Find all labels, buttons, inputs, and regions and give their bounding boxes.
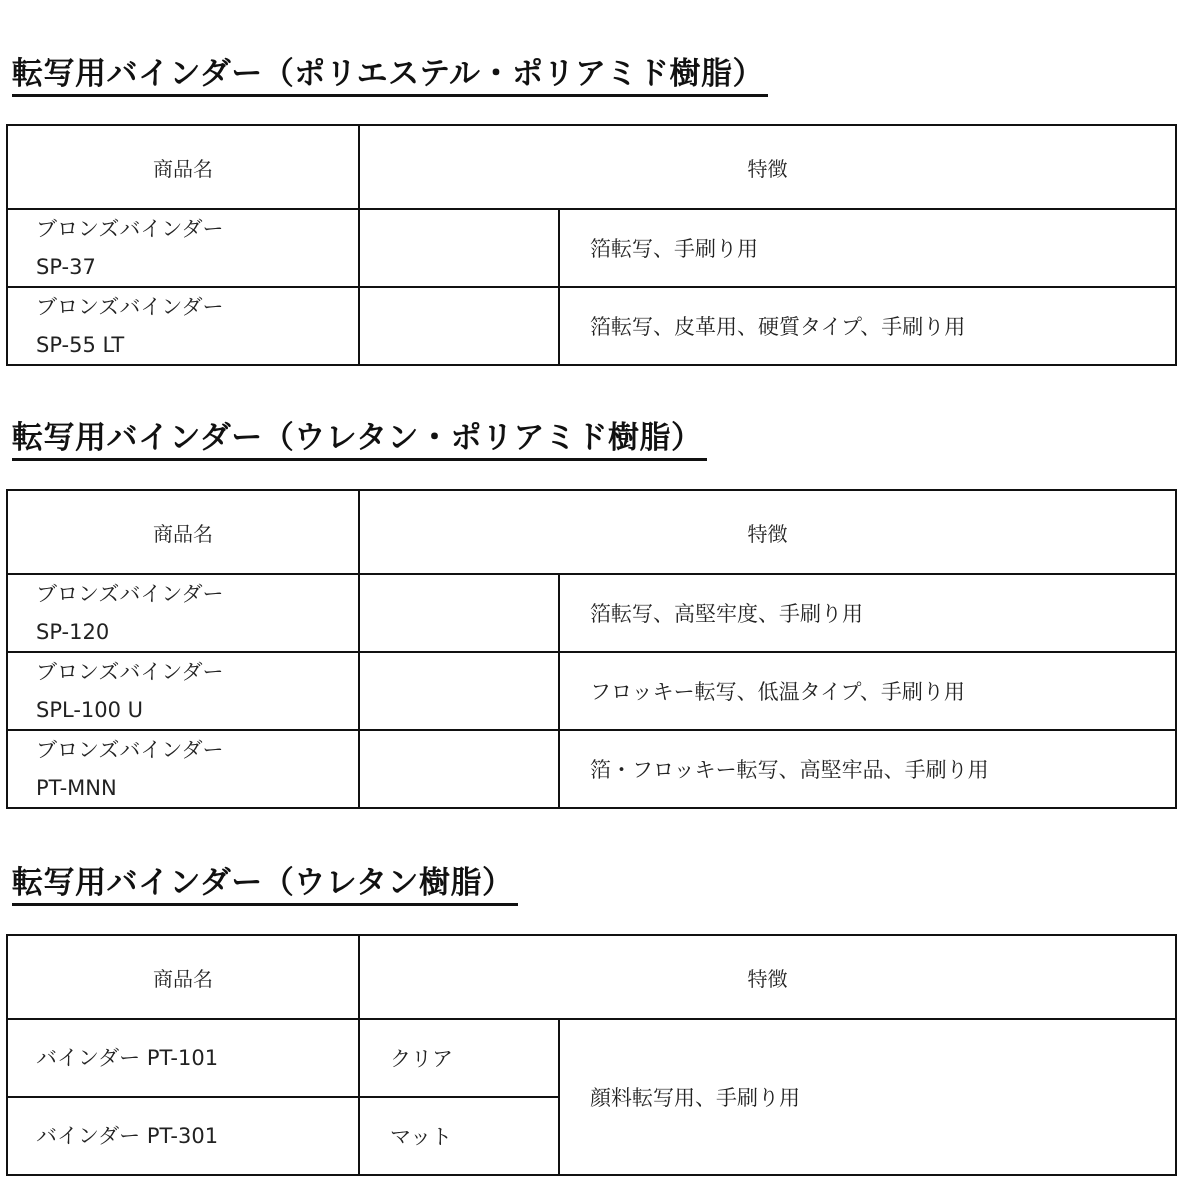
product-feature: 箔転写、高堅牢度、手刷り用: [559, 574, 1176, 652]
table-header-row: [7, 935, 1176, 1019]
product-series-label: ブロンズバインダー: [36, 738, 224, 762]
table-header-row: [7, 125, 1176, 209]
product-feature: 箔・フロッキー転写、高堅牢品、手刷り用: [559, 730, 1176, 808]
empty-cell: [359, 652, 559, 730]
product-series-label: ブロンズバインダー: [36, 582, 224, 606]
table-row: [7, 730, 1176, 808]
product-series-label: ブロンズバインダー: [36, 660, 224, 684]
table-row: [7, 287, 1176, 365]
product-feature: 箔転写、手刷り用: [559, 209, 1176, 287]
empty-cell: [359, 574, 559, 652]
header-features: 特徴: [359, 935, 1176, 1019]
table-header-row: [7, 490, 1176, 574]
product-feature-shared: 顔料転写用、手刷り用: [559, 1019, 1176, 1175]
product-name-cell: [7, 287, 359, 365]
section-title-polyester-polyamide: 転写用バインダー（ポリエステル・ポリアミド樹脂）: [12, 54, 768, 97]
product-table-urethane: [6, 934, 1177, 1176]
header-features: 特徴: [359, 125, 1176, 209]
product-series-label: ブロンズバインダー: [36, 295, 224, 319]
table-row: [7, 1019, 1176, 1097]
product-name-cell: [7, 652, 359, 730]
product-code: SPL-100 U: [36, 698, 144, 722]
table-row: [7, 574, 1176, 652]
product-name-cell: [7, 730, 359, 808]
product-table-polyester-polyamide: [6, 124, 1177, 366]
table-row: [7, 209, 1176, 287]
product-code: SP-37: [36, 255, 96, 279]
header-product-name: 商品名: [7, 125, 359, 209]
empty-cell: [359, 730, 559, 808]
product-variant: クリア: [359, 1019, 559, 1097]
product-code: SP-55 LT: [36, 333, 125, 357]
header-features: 特徴: [359, 490, 1176, 574]
product-series-label: ブロンズバインダー: [36, 217, 224, 241]
section-title-urethane-polyamide: 転写用バインダー（ウレタン・ポリアミド樹脂）: [12, 418, 707, 461]
table-row: [7, 652, 1176, 730]
product-code: SP-120: [36, 620, 110, 644]
header-product-name: 商品名: [7, 935, 359, 1019]
product-code: PT-MNN: [36, 776, 117, 800]
product-name: バインダー PT-301: [7, 1097, 359, 1175]
header-product-name: 商品名: [7, 490, 359, 574]
product-variant: マット: [359, 1097, 559, 1175]
product-feature: 箔転写、皮革用、硬質タイプ、手刷り用: [559, 287, 1176, 365]
empty-cell: [359, 287, 559, 365]
product-name-cell: [7, 574, 359, 652]
product-name-cell: [7, 209, 359, 287]
product-table-urethane-polyamide: [6, 489, 1177, 809]
product-feature: フロッキー転写、低温タイプ、手刷り用: [559, 652, 1176, 730]
section-title-urethane: 転写用バインダー（ウレタン樹脂）: [12, 863, 518, 906]
product-name: バインダー PT-101: [7, 1019, 359, 1097]
empty-cell: [359, 209, 559, 287]
